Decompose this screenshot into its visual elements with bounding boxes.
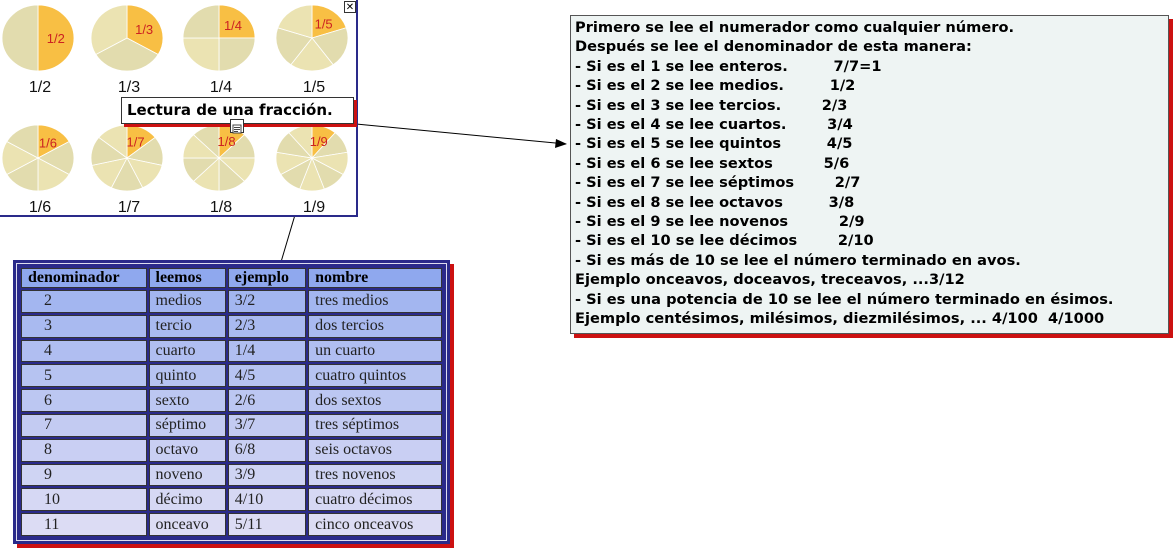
fraction-label: 1/6	[28, 199, 52, 216]
table-cell: 6	[21, 389, 147, 412]
fraction-label: 1/3	[117, 79, 141, 96]
pie-slice	[183, 5, 219, 38]
note-line: - Si es el 1 se lee enteros. 7/7=1	[575, 57, 882, 75]
note-line: Después se lee el denominador de esta manera:	[575, 38, 972, 56]
table-row	[21, 340, 442, 363]
table-cell: sexto	[149, 389, 226, 412]
pie-3	[91, 5, 163, 96]
slice-label: 1/2	[46, 31, 65, 46]
pie-slice	[219, 38, 255, 71]
table-cell: tres medios	[308, 290, 442, 313]
note-line: Primero se lee el numerador como cualquier número.	[575, 19, 1015, 36]
pie-5	[276, 5, 348, 96]
slice-label: 1/6	[38, 135, 57, 151]
table-cell: cinco onceavos	[308, 513, 442, 536]
note-line: - Si es el 5 se lee quintos 4/5	[575, 135, 853, 153]
table-row	[21, 464, 442, 487]
slice-label: 1/3	[135, 21, 154, 37]
table-row	[21, 389, 442, 412]
slice-label: 1/5	[314, 16, 333, 32]
table-body	[21, 290, 442, 536]
fraction-label: 1/9	[302, 199, 326, 216]
table-cell: 5/11	[228, 513, 306, 536]
note-line: Ejemplo onceavos, doceavos, treceavos, ...3/12	[575, 271, 965, 289]
table-cell: dos tercios	[308, 315, 442, 338]
table-cell: onceavo	[149, 513, 226, 536]
table-cell: décimo	[149, 488, 226, 511]
image-caption[interactable]: Lectura de una fracción.	[121, 97, 354, 124]
table-cell: 6/8	[228, 439, 306, 462]
table-cell: tres séptimos	[308, 414, 442, 437]
note-line: - Si es una potencia de 10 se lee el número terminado en ésimos.	[575, 290, 1114, 308]
note-line: - Si es el 4 se lee cuartos. 3/4	[575, 116, 853, 134]
note-line: - Si es el 7 se lee séptimos 2/7	[575, 174, 861, 192]
table-cell: seis octavos	[308, 439, 442, 462]
table-row	[21, 488, 442, 511]
note-line: - Si es el 6 se lee sextos 5/6	[575, 154, 850, 172]
table-cell: 8	[21, 439, 147, 462]
table-cell: 4/5	[228, 364, 306, 387]
pie-8	[183, 125, 255, 216]
pie-7	[91, 125, 163, 216]
note-line: - Si es el 2 se lee medios. 1/2	[575, 77, 856, 95]
close-icon[interactable]: ✕	[345, 2, 355, 13]
note-line: - Si es más de 10 se lee el número terminado en avos.	[575, 251, 1021, 269]
table-cell: un cuarto	[308, 340, 442, 363]
table-header-row	[21, 268, 442, 288]
fraction-label: 1/7	[117, 199, 141, 216]
table-cell: cuatro quintos	[308, 364, 442, 387]
table-cell: 9	[21, 464, 147, 487]
note-line: - Si es el 3 se lee tercios. 2/3	[575, 96, 848, 114]
table-cell: 3/2	[228, 290, 306, 313]
table-cell: 4	[21, 340, 147, 363]
table-header-cell: denominador	[21, 268, 147, 288]
denominator-table-panel	[13, 260, 450, 544]
arrowhead	[555, 139, 567, 148]
table-header-cell: nombre	[308, 268, 442, 288]
pie-slice	[2, 5, 38, 71]
table-cell: 7	[21, 414, 147, 437]
table-cell: 3/9	[228, 464, 306, 487]
slice-label: 1/4	[223, 18, 243, 34]
note-line: - Si es el 10 se lee décimos 2/10	[575, 232, 874, 250]
table-row	[21, 290, 442, 313]
slice-label: 1/7	[126, 134, 145, 150]
reading-rules-note[interactable]	[570, 15, 1169, 334]
table-cell: dos sextos	[308, 389, 442, 412]
table-row	[21, 414, 442, 437]
arrow-to-note	[356, 124, 566, 144]
table-cell: 11	[21, 513, 147, 536]
note-icon[interactable]	[230, 119, 244, 133]
fraction-label: 1/8	[209, 199, 233, 216]
fraction-label: 1/2	[28, 79, 52, 96]
table-header-cell: leemos	[149, 268, 226, 288]
note-line: - Si es el 9 se lee novenos 2/9	[575, 213, 865, 231]
table-cell: 2/3	[228, 315, 306, 338]
table-cell: quinto	[149, 364, 226, 387]
note-line: - Si es el 8 se lee octavos 3/8	[575, 193, 855, 211]
table-cell: 5	[21, 364, 147, 387]
slice-label: 1/8	[217, 134, 236, 150]
table-cell: 3	[21, 315, 147, 338]
fraction-label: 1/4	[209, 79, 233, 96]
denominator-table	[19, 266, 444, 538]
pie-6	[2, 125, 74, 216]
pie-slice	[183, 38, 219, 71]
table-cell: 10	[21, 488, 147, 511]
table-cell: 4/10	[228, 488, 306, 511]
table-cell: cuatro décimos	[308, 488, 442, 511]
table-cell: noveno	[149, 464, 226, 487]
table-cell: 1/4	[228, 340, 306, 363]
table-cell: tercio	[149, 315, 226, 338]
table-row	[21, 439, 442, 462]
pie-9	[276, 125, 348, 216]
table-cell: medios	[149, 290, 226, 313]
table-cell: tres novenos	[308, 464, 442, 487]
table-row	[21, 513, 442, 536]
table-row	[21, 364, 442, 387]
table-cell: séptimo	[149, 414, 226, 437]
fraction-label: 1/5	[302, 79, 326, 96]
table-cell: cuarto	[149, 340, 226, 363]
note-line: Ejemplo centésimos, milésimos, diezmilésimos, ... 4/100 4/1000	[575, 310, 1105, 328]
table-cell: 2/6	[228, 389, 306, 412]
table-cell: octavo	[149, 439, 226, 462]
slice-label: 1/9	[309, 133, 328, 149]
pie-4	[183, 5, 255, 96]
table-cell: 3/7	[228, 414, 306, 437]
table-cell: 2	[21, 290, 147, 313]
table-header-cell: ejemplo	[228, 268, 306, 288]
pie-2	[2, 5, 74, 96]
table-row	[21, 315, 442, 338]
